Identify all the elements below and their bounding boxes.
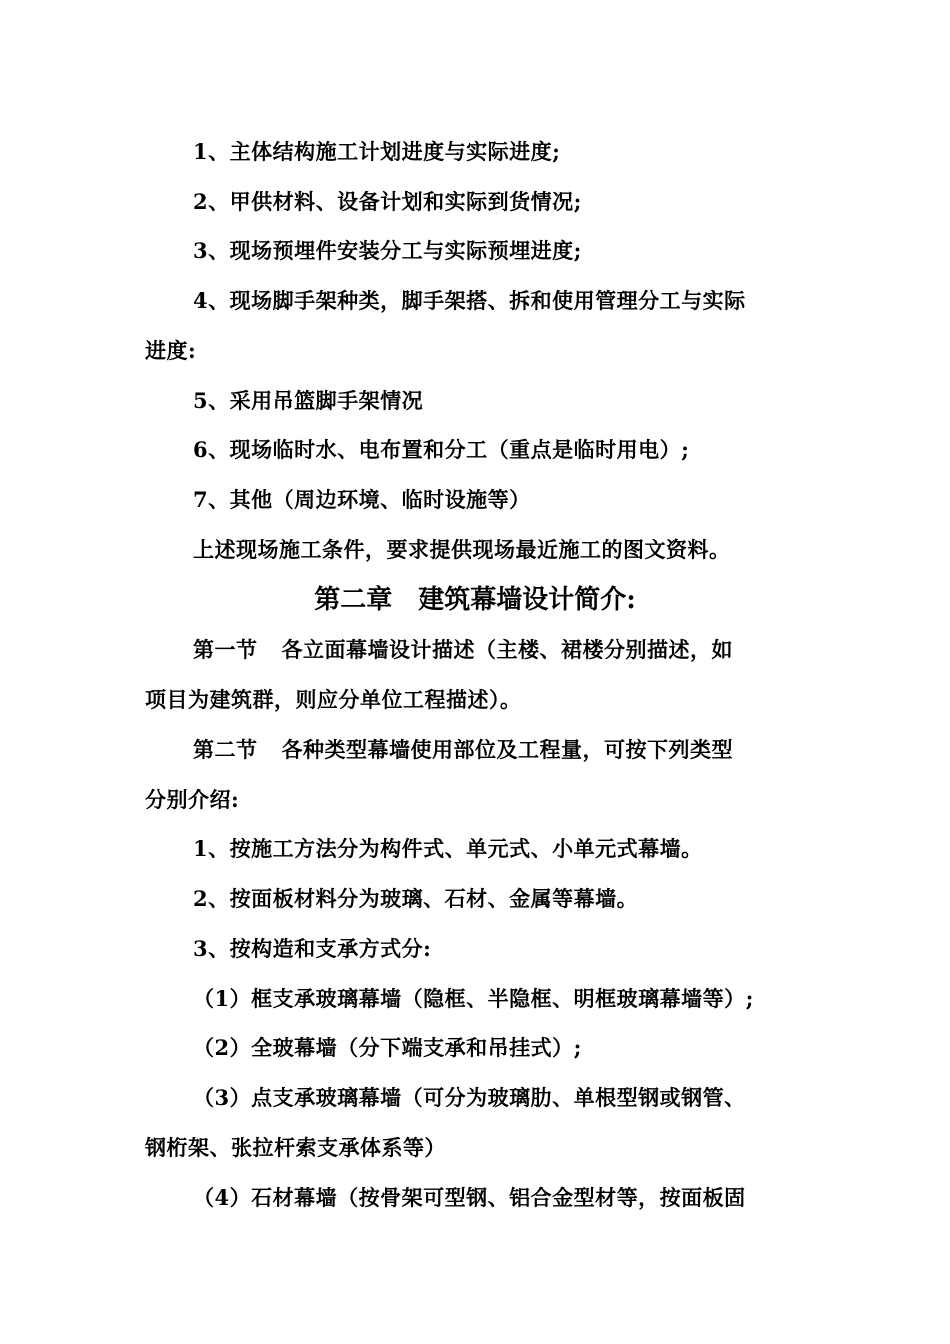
list-item-owner-supplied-materials: 2、甲供材料、设备计划和实际到货情况;: [193, 189, 582, 214]
type-by-construction-method: 1、按施工方法分为构件式、单元式、小单元式幕墙。: [193, 836, 703, 861]
list-item-scaffolding: 4、现场脚手架种类，脚手架搭、拆和使用管理分工与实际: [193, 288, 746, 313]
list-item-scaffolding-continued: 进度:: [145, 338, 197, 363]
section-2-text: 各种类型幕墙使用部位及工程量，可按下列类型: [281, 737, 733, 762]
type-by-support-method: 3、按构造和支承方式分:: [193, 936, 432, 961]
list-item-temporary-utilities: 6、现场临时水、电布置和分工（重点是临时用电）;: [193, 437, 690, 462]
type-by-panel-material: 2、按面板材料分为玻璃、石材、金属等幕墙。: [193, 886, 639, 911]
section-1-line-1: [193, 637, 868, 663]
type-point-supported-glass-continued: 钢桁架、张拉杆索支承体系等）: [145, 1135, 446, 1160]
section-1-text: 各立面幕墙设计描述（主楼、裙楼分别描述，如: [281, 637, 733, 662]
section-2-label: 第二节: [193, 737, 258, 762]
list-item-gondola: 5、采用吊篮脚手架情况: [193, 388, 424, 413]
type-frame-supported-glass: （1）框支承玻璃幕墙（隐框、半隐框、明框玻璃幕墙等）;: [193, 986, 754, 1011]
section-2-line-2: 分别介绍:: [145, 787, 240, 812]
list-item-embedded-parts: 3、现场预埋件安装分工与实际预埋进度;: [193, 238, 582, 263]
list-item-main-structure-progress: 1、主体结构施工计划进度与实际进度;: [193, 139, 561, 164]
section-1-line-2: 项目为建筑群，则应分单位工程描述）。: [145, 687, 522, 712]
section-1-label: 第一节: [193, 637, 258, 662]
type-point-supported-glass: （3）点支承玻璃幕墙（可分为玻璃肋、单根型钢或钢管、: [193, 1085, 746, 1110]
chapter-heading: [0, 584, 950, 616]
chapter-title: 建筑幕墙设计简介:: [418, 585, 636, 615]
chapter-number: 第二章: [314, 585, 393, 615]
site-conditions-note: 上述现场施工条件，要求提供现场最近施工的图文资料。: [193, 537, 731, 562]
list-item-other: 7、其他（周边环境、临时设施等）: [193, 487, 531, 512]
type-stone-curtain-wall: （4）石材幕墙（按骨架可型钢、铝合金型材等，按面板固: [193, 1185, 746, 1210]
section-2-line-1: [193, 737, 868, 763]
type-full-glass: （2）全玻幕墙（分下端支承和吊挂式）;: [193, 1035, 582, 1060]
